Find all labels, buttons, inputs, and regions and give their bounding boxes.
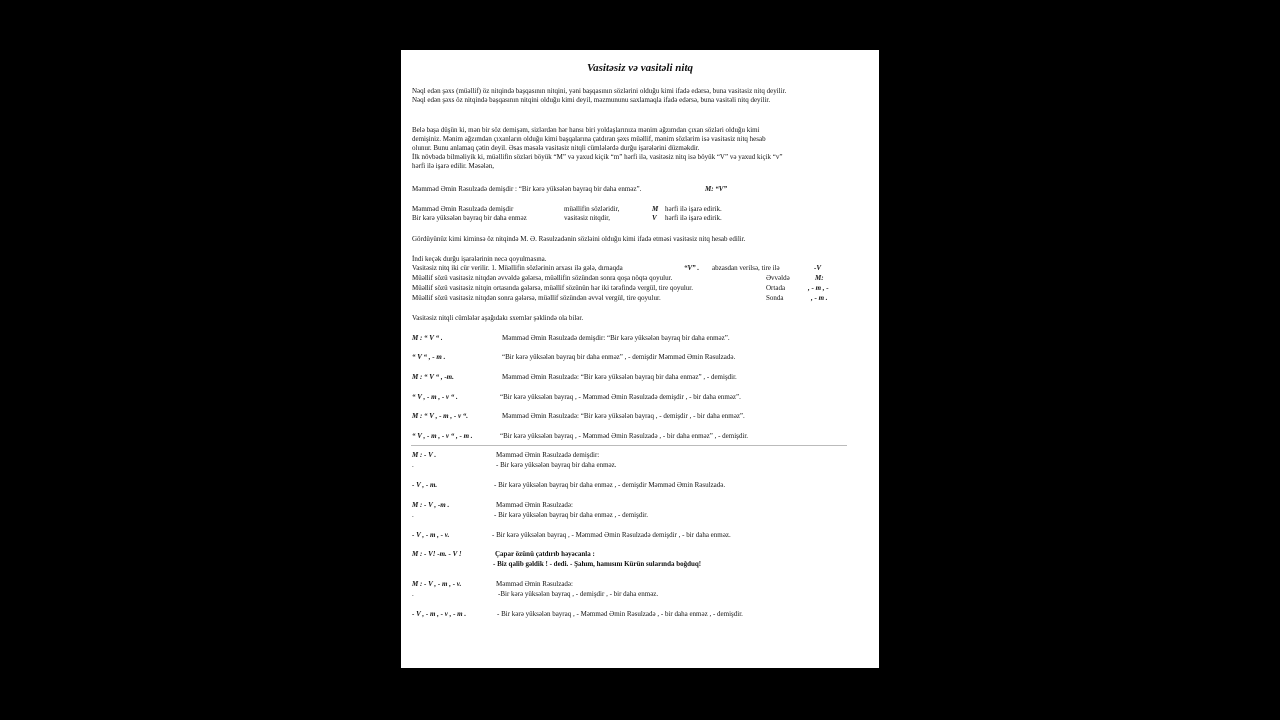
punctuation-symbol: , - m . — [811, 294, 828, 302]
scheme-formula: “ V , - m , - v “ . — [412, 393, 458, 401]
punctuation-rule: Müəllif sözü vasitəsiz nitqdən əvvəldə gələrsə, müəllifin sözündən sonra qoşa nöqtə qoyulur. — [412, 274, 673, 282]
legend-role: müəllifin sözləridir, — [564, 205, 620, 213]
scheme-formula: M : “ V “ , -m. — [412, 373, 454, 381]
scheme-example-line: - Bir kərə yüksələn bayraq bir daha enməz. — [496, 461, 617, 469]
punctuation-intro: İndi keçək durğu işarələrinin necə qoyulmasına. — [412, 255, 547, 263]
punctuation-position: Sonda — [766, 294, 784, 302]
scheme-example-line: - Bir kərə yüksələn bayraq , - Məmməd Əmin Rəsulzadə , - bir daha enməz , - demişdir. — [497, 610, 743, 618]
legend-text: Bir kərə yüksələn bayraq bir daha enməz — [412, 214, 527, 222]
legend-letter: M — [652, 205, 659, 213]
scheme-example-line: - Bir kərə yüksələn bayraq bir daha enməz , - demişdir. — [494, 511, 648, 519]
scheme-dot: . — [412, 511, 414, 519]
page-title: Vasitəsiz və vasitəli nitq — [586, 62, 694, 74]
punctuation-rule: Müəllif sözü vasitəsiz nitqdən sonra gələrsə, müəllif sözündən əvvəl vergül, tire qoyulur. — [412, 294, 661, 302]
scheme-formula: “ V , - m , - v “ , - m . — [412, 432, 473, 440]
intro-line: Nəql edən şəxs öz nitqində başqasının nitqini olduğu kimi deyil, məzmununu saxlamaqla ifadə edərsə, buna vasitəli nitq deyilir. — [412, 96, 771, 104]
punctuation-symbol: -V — [814, 264, 821, 272]
scheme-example: Məmməd Əmin Rəsulzadə: “Bir kərə yüksələn bayraq bir daha enməz” , - demişdir. — [502, 373, 737, 381]
legend-letter: V — [652, 214, 657, 222]
scheme-example-line: - Bir kərə yüksələn bayraq bir daha enməz , - demişdir Məmməd Əmin Rəsulzadə. — [494, 481, 726, 489]
scheme-example-line: Məmməd Əmin Rəsulzadə demişdir: — [496, 451, 600, 459]
intro-paragraph — [412, 87, 856, 105]
intro-line: Nəql edən şəxs (müəllif) öz nitqində başqasının nitqini, yəni başqasının sözlərini olduğu kimi ifadə edərsə, buna vasitəsiz nitq deyilir. — [412, 87, 787, 95]
text-line: İlk növbədə bilməliyik ki, müəllifin sözləri böyük “M” və yaxud kiçik “m” hərfi ilə, vasitəsiz nitq isə böyük “V” və yaxud kiçik “v” — [412, 153, 783, 161]
punctuation-position: Əvvəldə — [766, 274, 790, 282]
legend-role: vasitəsiz nitqdir, — [564, 214, 610, 222]
example-formula: M: “V” — [705, 185, 727, 193]
schemes-intro: Vasitəsiz nitqli cümlələr aşağıdakı sxemlər şəklində ola bilər. — [412, 314, 584, 322]
text-line: hərfi ilə işarə edilir. Məsələn, — [412, 162, 495, 170]
legend-note: hərfi ilə işarə edirik. — [665, 214, 722, 222]
punctuation-symbol: M: — [815, 274, 824, 282]
summary-paragraph: Gördüyünüz kimi kiminsə öz nitqində M. Ə. Rəsulzadənin sözləini olduğu kimi ifadə etməsi vasitəsiz nitq hesab edilir. — [412, 235, 746, 243]
scheme-example: Məmməd Əmin Rəsulzadə: “Bir kərə yüksələn bayraq , - demişdir , - bir daha enməz”. — [502, 412, 745, 420]
scheme-example-line: Məmməd Əmin Rəsulzadə: — [496, 580, 573, 588]
legend-text: Məmməd Əmin Rəsulzadə demişdir — [412, 205, 514, 213]
scheme-example: “Bir kərə yüksələn bayraq bir daha enməz” , - demişdir Məmməd Əmin Rəsulzadə. — [502, 353, 736, 361]
scheme-formula: - V , - m , - v. — [412, 531, 450, 539]
scheme-formula: - V , - m. — [412, 481, 438, 489]
text-line: Belə başa düşün ki, mən bir söz demişəm, sizlərdən hər hansı biri yoldaşlarınıza mənim ağzımdan çıxan sözləri olduğu kimi — [412, 126, 760, 134]
scheme-formula: - V , - m , - v , - m . — [412, 610, 467, 618]
scheme-dot: . — [412, 590, 414, 598]
legend-note: hərfi ilə işarə edirik. — [665, 205, 722, 213]
text-line: olunur. Bunu anlamaq çətin deyil. Əsas məsələ vasitəsiz nitqli cümlələrdə durğu işarələrini düzməkdir. — [412, 144, 700, 152]
scheme-example-line: - Biz qalib gəldik ! - dedi. - Şahım, hamısını Kürün sularında boğduq! — [493, 560, 702, 568]
scheme-dot: . — [412, 461, 414, 469]
scheme-formula: M : - V , - m , - v. — [412, 580, 462, 588]
punctuation-symbol: , - m , - — [808, 284, 829, 292]
scheme-formula: M : - V . — [412, 451, 437, 459]
scheme-example-line: - Bir kərə yüksələn bayraq , - Məmməd Əmin Rəsulzadə demişdir , - bir daha enməz. — [492, 531, 731, 539]
punctuation-position: Ortada — [766, 284, 786, 292]
scheme-formula: M : “ V , - m , - v “. — [412, 412, 469, 420]
punctuation-rule: Vasitəsiz nitq iki cür verilir. 1. Müəllifin sözlərinin arxası ilə gələ, dırnaqda — [412, 264, 623, 272]
scheme-example: “Bir kərə yüksələn bayraq , - Məmməd Əmin Rəsulzadə , - bir daha enməz” , - demişdir. — [500, 432, 749, 440]
scheme-example-line: Çapar özünü çatdırıb həyəcanla : — [495, 550, 595, 558]
scheme-example-line: Məmməd Əmin Rəsulzadə: — [496, 501, 573, 509]
scheme-example: “Bir kərə yüksələn bayraq , - Məmməd Əmin Rəsulzadə demişdir , - bir daha enməz”. — [500, 393, 741, 401]
explanation-paragraph — [412, 126, 783, 171]
text-line: demişiniz. Mənim ağzımdan çıxanların olduğu kimi başqalarına çatdıran şəxs müəllif, mənim sözlərim isə vasitəsiz nitq hesab — [412, 135, 766, 143]
punctuation-rule: Müəllif sözü vasitəsiz nitqin ortasında gələrsə, müəllif sözünün hər iki tərəfində vergül, tire qoyulur. — [412, 284, 693, 292]
punctuation-extra: abzasdan verilsə, tire ilə — [712, 264, 780, 272]
scheme-formula: M : - V , -m . — [412, 501, 450, 509]
punctuation-mark: “V” . — [684, 264, 700, 272]
document-page — [401, 50, 879, 668]
divider — [411, 445, 847, 446]
scheme-formula: M : “ V “ . — [412, 334, 443, 342]
scheme-formula: M : - V! -m. - V ! — [412, 550, 462, 558]
scheme-example: Məmməd Əmin Rəsulzadə demişdir: “Bir kərə yüksələn bayraq bir daha enməz”. — [502, 334, 730, 342]
scheme-example-line: -Bir kərə yüksələn bayraq , - demişdir , - bir daha enməz. — [498, 590, 659, 598]
scheme-formula: “ V “ , - m . — [412, 353, 446, 361]
example-sentence: Məmməd Əmin Rəsulzadə demişdir : “Bir kərə yüksələn bayraq bir daha enməz”. — [412, 185, 642, 193]
